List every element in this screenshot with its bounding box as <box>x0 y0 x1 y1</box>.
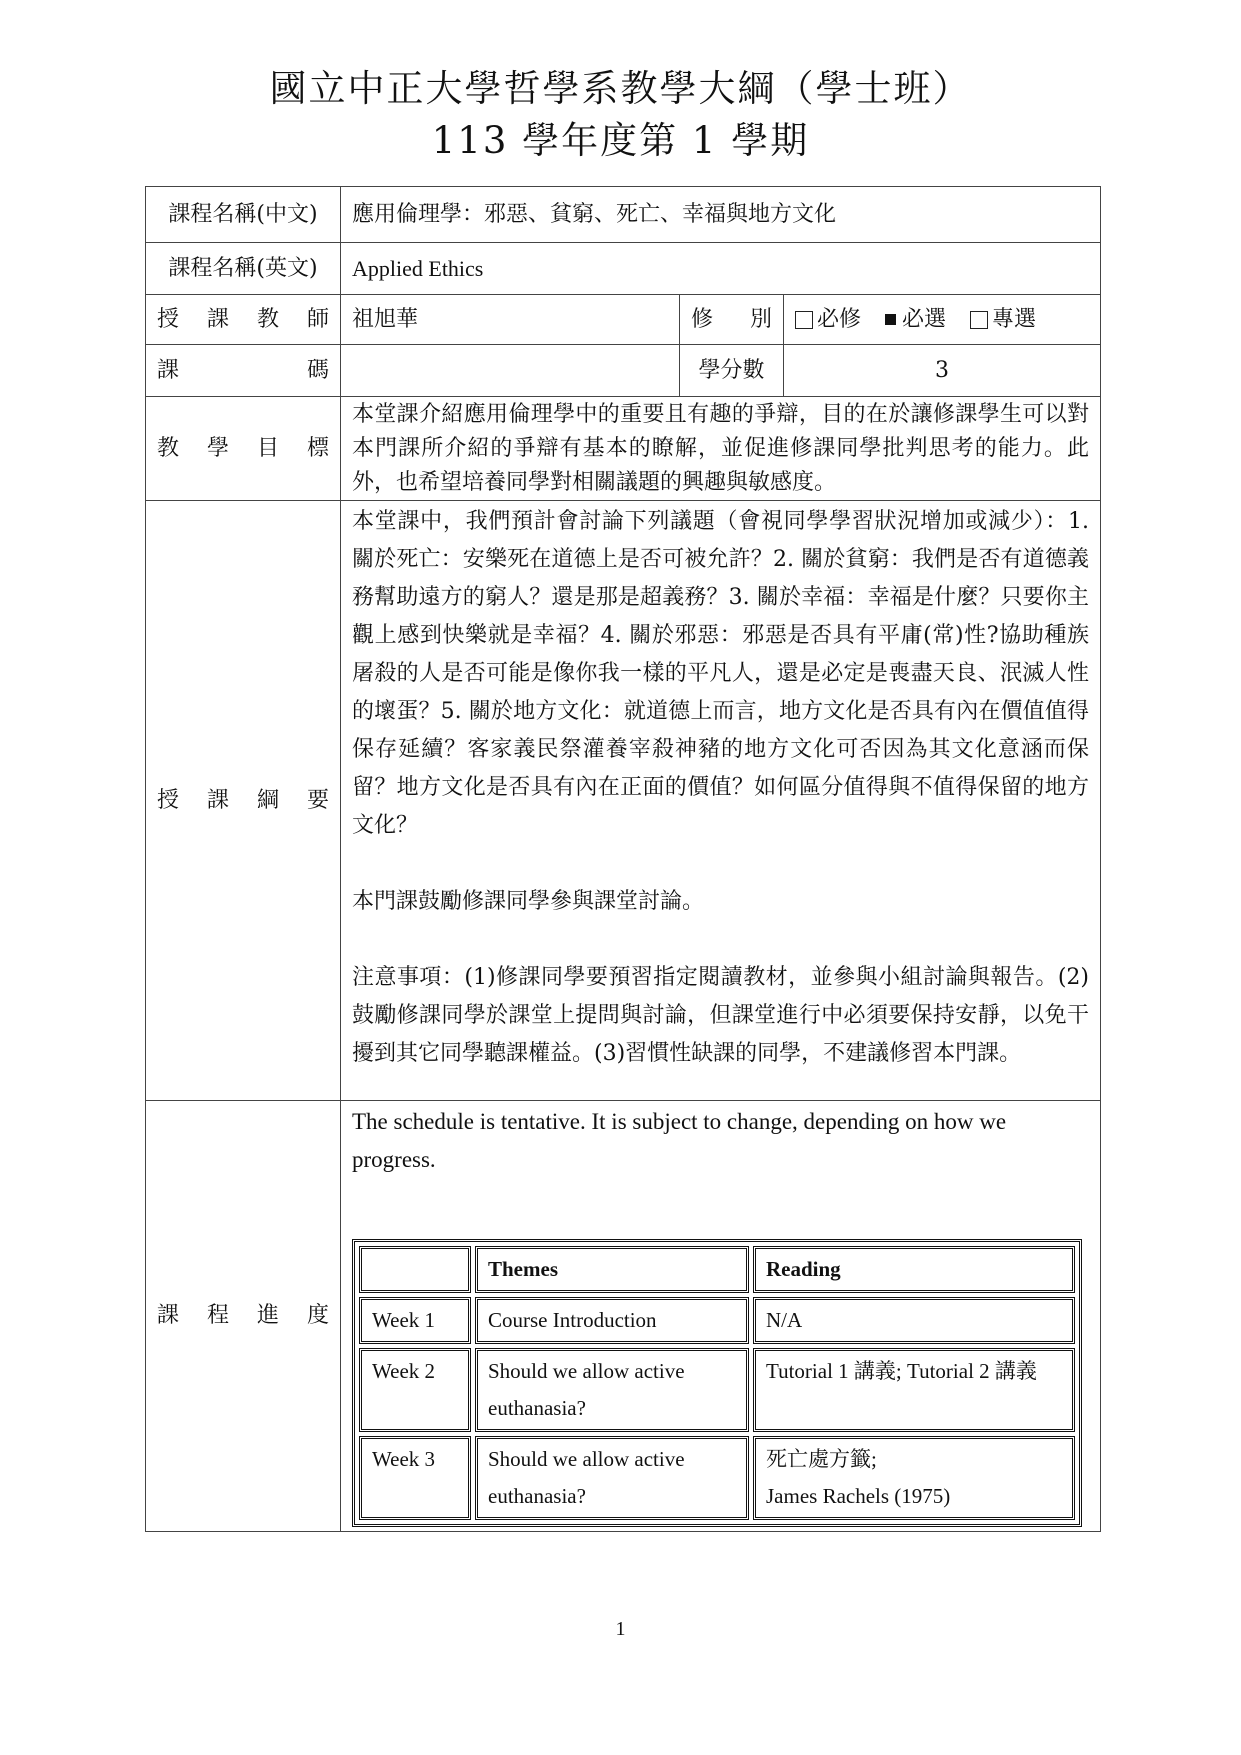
label-course-name-zh: 課程名稱(中文) <box>146 187 341 243</box>
schedule-header-themes: Themes <box>475 1246 749 1293</box>
schedule-row <box>359 1297 1075 1344</box>
schedule-header-row <box>359 1246 1075 1293</box>
semester-title: 113 學年度第 1 學期 <box>431 119 810 162</box>
course-type-checkboxes <box>795 301 1089 339</box>
page-number: 1 <box>615 1618 626 1640</box>
label-char: 綱 <box>256 787 279 813</box>
schedule-row <box>359 1348 1075 1432</box>
schedule-label-text <box>157 1297 329 1335</box>
schedule-reading <box>753 1436 1075 1520</box>
outline-discussion: 本門課鼓勵修課同學參與課堂討論。 <box>352 889 705 914</box>
schedule-reading: N/A <box>753 1297 1075 1344</box>
schedule-theme: Should we allow active euthanasia? <box>475 1436 749 1520</box>
objectives-paragraph: 本堂課介紹應用倫理學中的重要且有趣的爭辯，目的在於讓修課學生可以對本門課所介紹的爭辯有基本的瞭解，並促進修課同學批判思考的能力。此外，也希望培養同學對相關議題的興趣與敏感度。 <box>352 401 1089 495</box>
objectives-label-text <box>157 430 329 468</box>
label-char: 進 <box>256 1303 279 1328</box>
schedule-week: Week 2 <box>359 1348 471 1432</box>
unchecked-box-icon <box>795 311 813 329</box>
label-char: 碼 <box>306 357 329 383</box>
label-char: 教 <box>256 306 279 332</box>
schedule-note: The schedule is tentative. It is subject to change, depending on how we progress. <box>352 1109 1007 1172</box>
course-type-options <box>784 295 1101 345</box>
label-objectives <box>146 397 341 501</box>
label-char: 修 <box>691 306 714 332</box>
syllabus-table <box>145 186 1101 1532</box>
course-type-option <box>795 301 861 339</box>
outline-notes: 注意事項：(1)修課同學要預習指定閱讀教材，並參與小組討論與報告。(2)鼓勵修課同學於課堂上提問與討論，但課堂進行中必須要保持安靜，以免干擾到其它同學聽課權益。(3)習慣性缺課的同學，不建議修習本門課。 <box>352 965 1089 1066</box>
course-name-en: Applied Ethics <box>341 243 1101 295</box>
schedule-reading-line: 死亡處方籤; <box>766 1447 877 1471</box>
schedule-week: Week 3 <box>359 1436 471 1520</box>
course-type-option <box>970 301 1036 339</box>
label-char: 標 <box>306 435 329 461</box>
schedule-table <box>352 1239 1082 1527</box>
label-char: 課 <box>206 787 229 813</box>
label-char: 授 <box>157 306 180 332</box>
course-type-option-label: 必選 <box>902 306 947 332</box>
course-code <box>341 345 680 397</box>
schedule-content <box>341 1101 1101 1532</box>
schedule-theme: Should we allow active euthanasia? <box>475 1348 749 1432</box>
schedule-week: Week 1 <box>359 1297 471 1344</box>
label-char: 要 <box>306 787 329 813</box>
label-char: 別 <box>749 306 772 332</box>
label-course-name-en: 課程名稱(英文) <box>146 243 341 295</box>
outline-content <box>341 501 1101 1101</box>
document-title: 國立中正大學哲學系教學大綱（學士班） <box>269 67 972 110</box>
instructor-name: 祖旭華 <box>341 295 680 345</box>
objectives-text <box>341 397 1101 501</box>
label-char: 授 <box>157 787 180 813</box>
label-char: 度 <box>306 1303 329 1328</box>
schedule-row <box>359 1436 1075 1520</box>
label-char: 課 <box>157 357 180 383</box>
label-outline <box>146 501 341 1101</box>
outline-label-text <box>157 782 329 820</box>
label-credits: 學分數 <box>680 345 784 397</box>
label-char: 課 <box>157 1303 180 1328</box>
label-char: 目 <box>256 435 279 461</box>
checked-box-icon <box>885 314 896 325</box>
label-char: 學 <box>206 435 229 461</box>
label-char: 課 <box>206 306 229 332</box>
schedule-header-reading: Reading <box>753 1246 1075 1293</box>
course-code-label-text <box>157 352 329 390</box>
label-char: 程 <box>206 1303 229 1328</box>
outline-topics: 本堂課中，我們預計會討論下列議題（會視同學學習狀況增加或減少）：1. 關於死亡：安樂死在道德上是否可被允許？2. 關於貧窮：我們是否有道德義務幫助遠方的窮人？還是那是超義務？3. 關於幸福：幸福是什麼？只要你主觀上感到快樂就是幸福？4. 關於邪惡：邪惡是否具有平庸(常)性?協助種族屠殺的人是否可能是像你我一樣的平凡人，還是必定是喪盡天良、泯滅人性的壞蛋？5. 關於地方文化：就道德上而言，地方文化是否具有內在價值值得保存延續？客家義民祭灌養宰殺神豬的地方文化可否因為其文化意涵而保留？地方文化是否具有內在正面的價值？如何區分值得與不值得保留的地方文化？ <box>352 509 1089 838</box>
credits-value: 3 <box>784 345 1101 397</box>
schedule-reading: Tutorial 1 講義; Tutorial 2 講義 <box>753 1348 1075 1432</box>
schedule-header-week <box>359 1246 471 1293</box>
course-type-option-label: 必修 <box>817 306 862 332</box>
schedule-reading-line: James Rachels (1975) <box>766 1484 951 1508</box>
label-char: 教 <box>157 435 180 461</box>
label-char: 師 <box>306 306 329 332</box>
label-course-code <box>146 345 341 397</box>
label-schedule <box>146 1101 341 1532</box>
label-instructor <box>146 295 341 345</box>
schedule-theme: Course Introduction <box>475 1297 749 1344</box>
course-type-option-label: 專選 <box>992 306 1037 332</box>
course-type-label-text <box>691 301 772 339</box>
unchecked-box-icon <box>970 311 988 329</box>
course-name-zh: 應用倫理學：邪惡、貧窮、死亡、幸福與地方文化 <box>341 187 1101 243</box>
label-course-type <box>680 295 784 345</box>
instructor-label-text <box>157 301 329 339</box>
course-type-option <box>885 301 946 339</box>
